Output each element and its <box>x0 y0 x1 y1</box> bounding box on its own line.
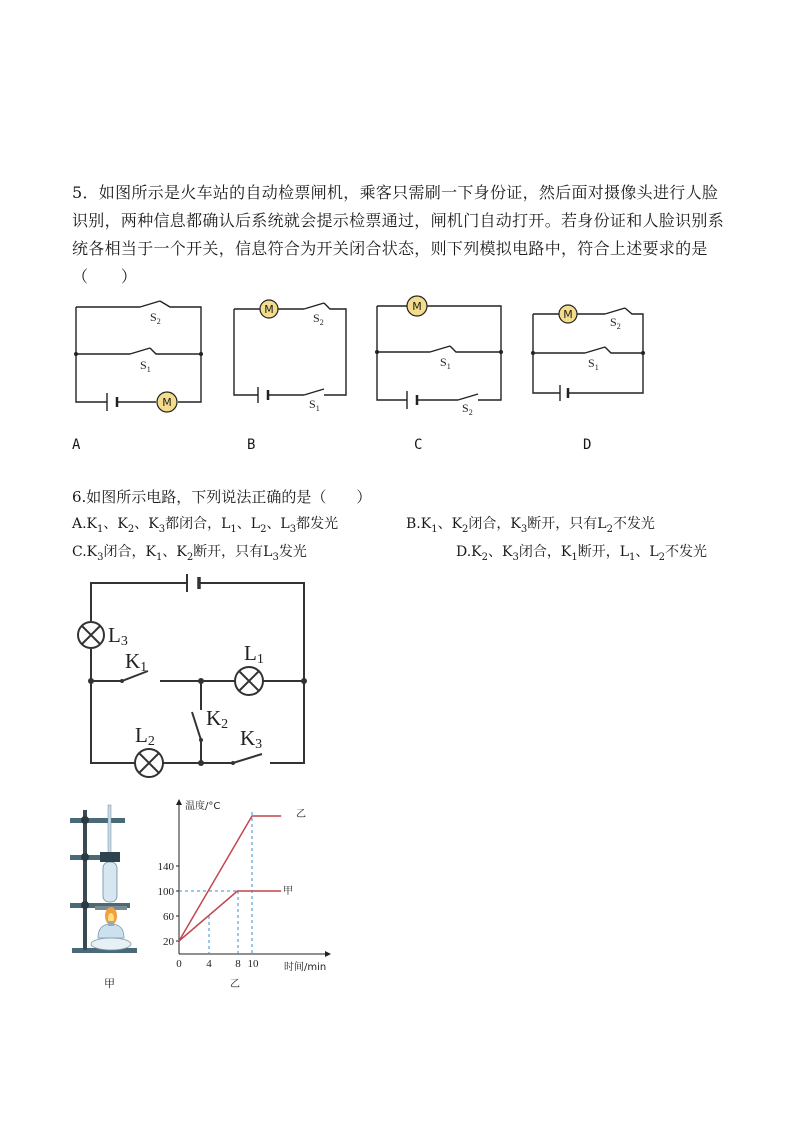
series-label-yi: 乙 <box>296 809 306 820</box>
svg-text:L2: L2 <box>135 723 155 749</box>
question-5-text: 5．如图所示是火车站的自动检票闸机，乘客只需刷一下身份证，然后面对摄像头进行人脸识别，两种信息都确认后系统就会提示检票通过，闸机门自动打开。若身份证和人脸识别系统各相当于一个开关，信息符合为开关闭合状态，则下列模拟电路中，符合上述要求的是（ ） <box>72 183 725 286</box>
svg-text:K2: K2 <box>206 706 229 732</box>
y-tick-100: 100 <box>157 886 174 898</box>
question-6-title: 6.如图所示电路，下列说法正确的是（ ） <box>72 488 372 506</box>
svg-text:M: M <box>563 308 573 321</box>
svg-text:M: M <box>162 396 172 409</box>
svg-text:S2: $S_2$ <box>610 315 621 331</box>
circuit-label-d: D <box>583 437 592 453</box>
series-label-jia: 甲 <box>283 886 293 897</box>
q6-option-d: $D.K_2$、$K_3$闭合，$K_1$断开，$L_1$、$L_2$不发光 <box>456 544 708 563</box>
svg-text:S1: $S_1$ <box>140 358 151 374</box>
q6-option-b: $B.K_1$、$K_2$闭合，$K_3$断开，只有$L_2$不发光 <box>406 516 655 535</box>
x-tick-8: 8 <box>235 958 241 970</box>
circuit-label-a: A <box>72 437 81 453</box>
caption-apparatus: 甲 <box>104 977 115 990</box>
caption-graph: 乙 <box>230 979 240 990</box>
svg-text:K3: K3 <box>240 726 263 752</box>
circuit-label-b: B <box>247 437 256 453</box>
series-line-yi <box>179 816 281 941</box>
x-tick-4: 4 <box>206 958 212 970</box>
circuit-label-c: C <box>414 437 423 453</box>
svg-text:S1: $S_1$ <box>588 356 599 372</box>
svg-text:L1: L1 <box>244 641 264 667</box>
svg-text:M: M <box>264 303 274 316</box>
y-tick-60: 60 <box>163 911 174 923</box>
svg-text:S2: $S_2$ <box>150 310 161 326</box>
y-tick-20: 20 <box>163 936 174 948</box>
q6-option-a: $A.K_1$、$K_2$、$K_3$都闭合，$L_1$、$L_2$、$L_3$都发光 <box>72 516 339 535</box>
svg-text:S2: $S_2$ <box>313 311 324 327</box>
svg-text:S2: $S_2$ <box>462 401 473 417</box>
svg-text:S1: $S_1$ <box>309 397 320 413</box>
q6-option-c: $C.K_3$闭合，$K_1$、$K_2$断开，只有$L_3$发光 <box>72 544 307 563</box>
x-tick-10: 10 <box>247 958 259 970</box>
svg-text:L3: L3 <box>108 623 128 649</box>
svg-text:S1: $S_1$ <box>440 355 451 371</box>
svg-text:K1: K1 <box>125 649 148 675</box>
y-tick-140: 140 <box>157 861 174 873</box>
x-axis-label: 时间/min <box>284 962 327 973</box>
x-tick-0: 0 <box>176 958 182 970</box>
svg-text:M: M <box>412 300 422 313</box>
y-axis-label: 温度/°C <box>185 801 221 812</box>
